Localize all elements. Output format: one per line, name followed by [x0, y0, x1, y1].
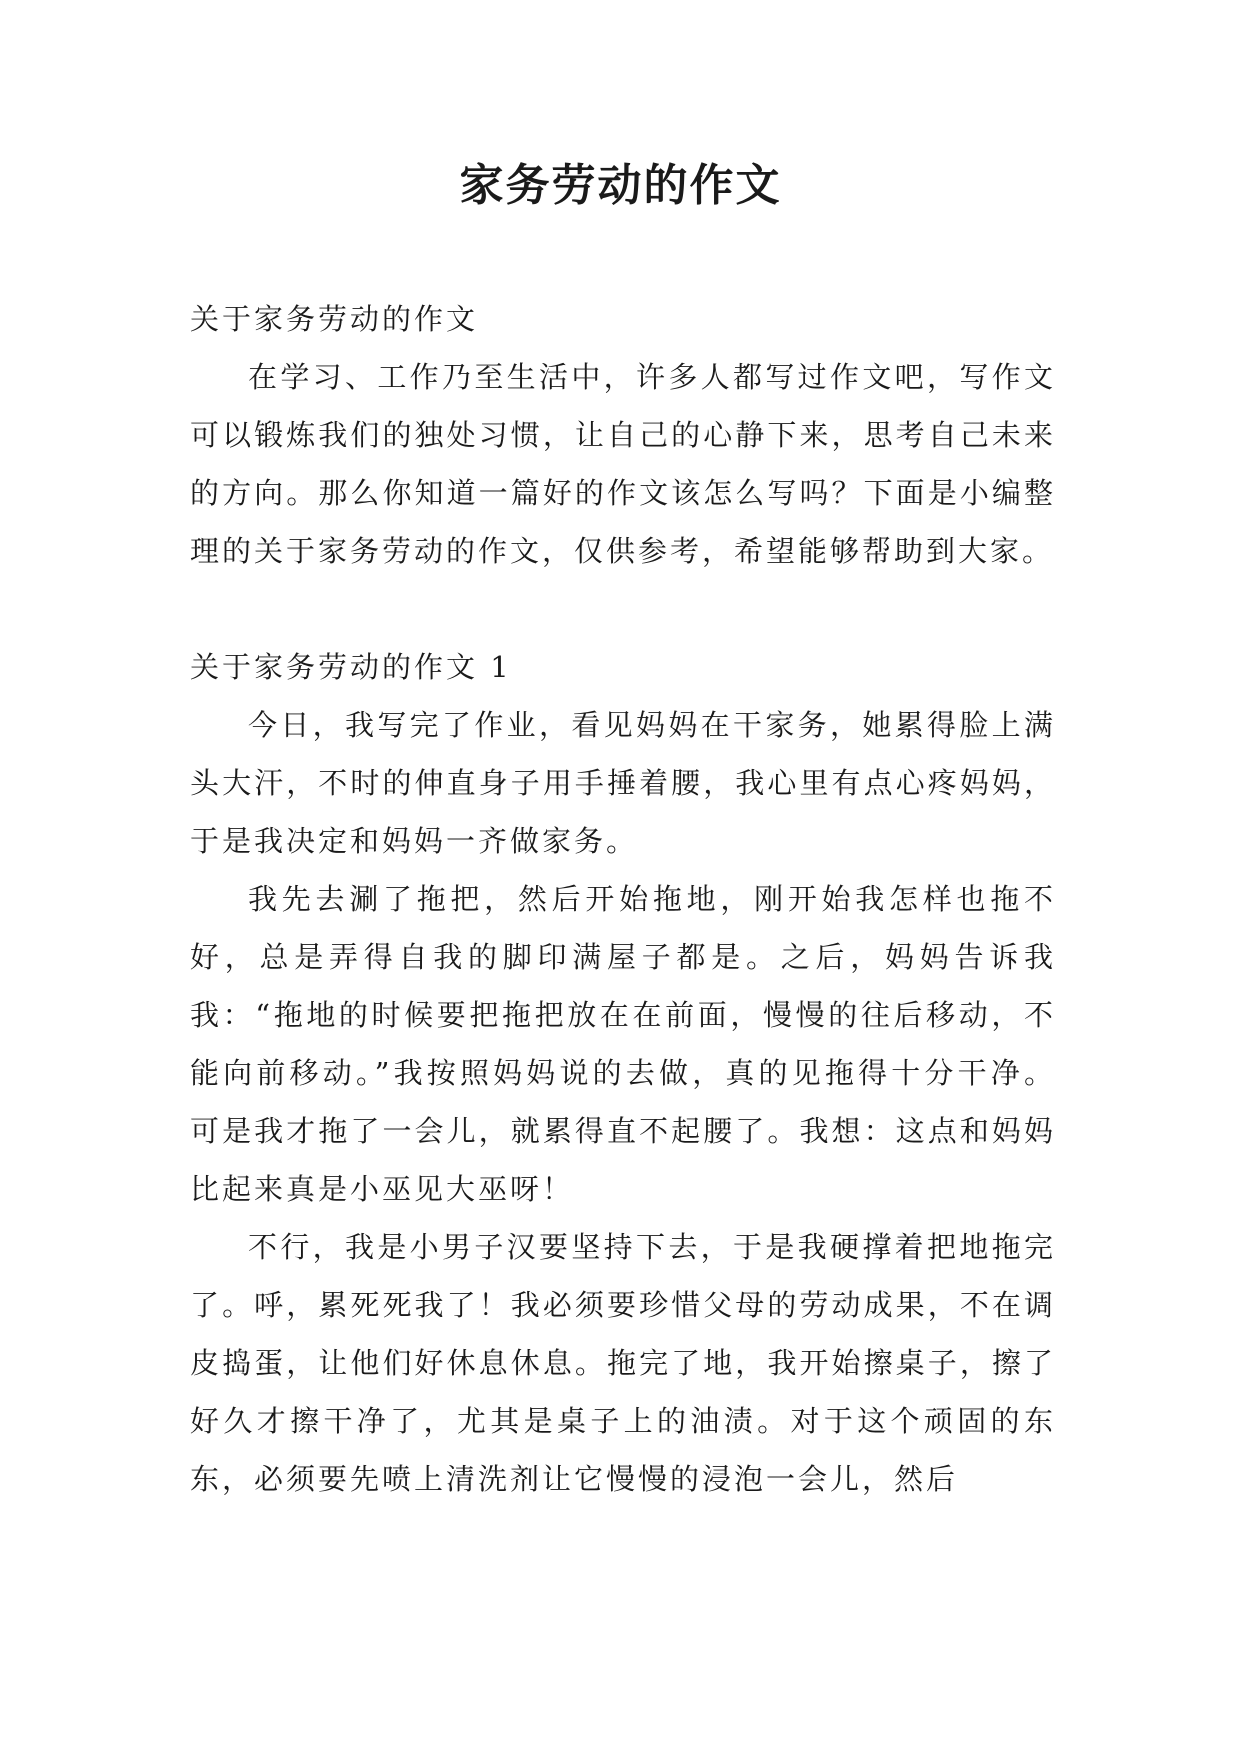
paragraph: 我先去涮了拖把，然后开始拖地，刚开始我怎样也拖不好，总是弄得自我的脚印满屋子都是。之后，妈妈告诉我我：“拖地的时候要把拖把放在在前面，慢慢的往后移动，不能向前移动。”我按照妈妈说的去做，真的见拖得十分干净。可是我才拖了一会儿，就累得直不起腰了。我想：这点和妈妈比起来真是小巫见大巫呀！: [190, 882, 1056, 1206]
paragraph: 在学习、工作乃至生活中，许多人都写过作文吧，写作文可以锻炼我们的独处习惯，让自己的心静下来，思考自己未来的方向。那么你知道一篇好的作文该怎么写吗？下面是小编整理的关于家务劳动的作文，仅供参考，希望能够帮助到大家。: [190, 360, 1056, 568]
paragraph: 今日，我写完了作业，看见妈妈在干家务，她累得脸上满头大汗，不时的伸直身子用手捶着腰，我心里有点心疼妈妈，于是我决定和妈妈一齐做家务。: [190, 708, 1056, 858]
section-heading: 关于家务劳动的作文 1: [190, 650, 512, 684]
document-body: [190, 290, 1056, 1508]
document-title: 家务劳动的作文: [459, 160, 782, 211]
section-heading: 关于家务劳动的作文: [190, 302, 479, 336]
paragraph: 不行，我是小男子汉要坚持下去，于是我硬撑着把地拖完了。呼，累死死我了！我必须要珍惜父母的劳动成果，不在调皮捣蛋，让他们好休息休息。拖完了地，我开始擦桌子，擦了好久才擦干净了，尤其是桌子上的油渍。对于这个顽固的东东，必须要先喷上清洗剂让它慢慢的浸泡一会儿，然后: [190, 1230, 1056, 1496]
section-spacer: [190, 580, 1056, 638]
